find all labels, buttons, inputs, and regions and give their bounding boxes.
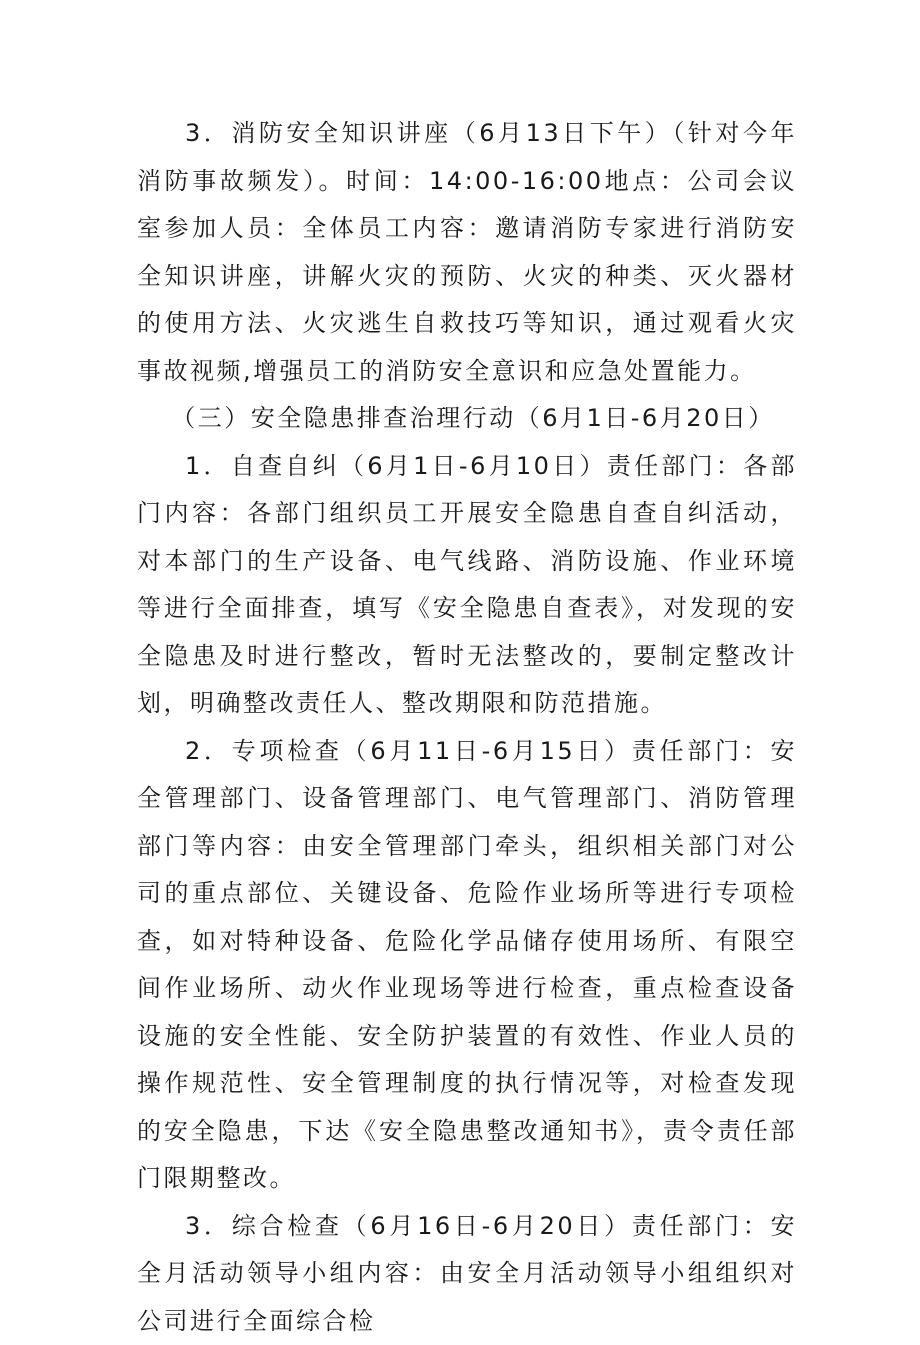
paragraph-self-inspection: 1．自查自纠（6月1日-6月10日）责任部门：各部门内容：各部门组织员工开展安全隐患自查自纠活动，对本部门的生产设备、电气线路、消防设施、作业环境等进行全面排查，填写《安全隐患自查表》，对发现的安全隐患及时进行整改，暂时无法整改的，要制定整改计划，明确整改责任人、整改期限和防范措施。 [137, 443, 797, 728]
paragraph-comprehensive-inspection: 3．综合检查（6月16日-6月20日）责任部门：安全月活动领导小组内容：由安全月活动领导小组组织对公司进行全面综合检 [137, 1203, 797, 1345]
paragraph-special-inspection: 2．专项检查（6月11日-6月15日）责任部门：安全管理部门、设备管理部门、电气管理部门、消防管理部门等内容：由安全管理部门牵头，组织相关部门对公司的重点部位、关键设备、危险作业场所等进行专项检查，如对特种设备、危险化学品储存使用场所、有限空间作业场所、动火作业现场等进行检查，重点检查设备设施的安全性能、安全防护装置的有效性、作业人员的操作规范性、安全管理制度的执行情况等，对检查发现的安全隐患，下达《安全隐患整改通知书》，责令责任部门限期整改。 [137, 728, 797, 1203]
document-body [137, 110, 797, 1345]
section-heading-hazard-inspection: （三）安全隐患排查治理行动（6月1日-6月20日） [137, 395, 797, 443]
paragraph-fire-safety-lecture: 3．消防安全知识讲座（6月13日下午）（针对今年消防事故频发）。时间：14:00-16:00地点：公司会议室参加人员：全体员工内容：邀请消防专家进行消防安全知识讲座，讲解火灾的预防、火灾的种类、灭火器材的使用方法、火灾逃生自救技巧等知识，通过观看火灾事故视频,增强员工的消防安全意识和应急处置能力。 [137, 110, 797, 395]
